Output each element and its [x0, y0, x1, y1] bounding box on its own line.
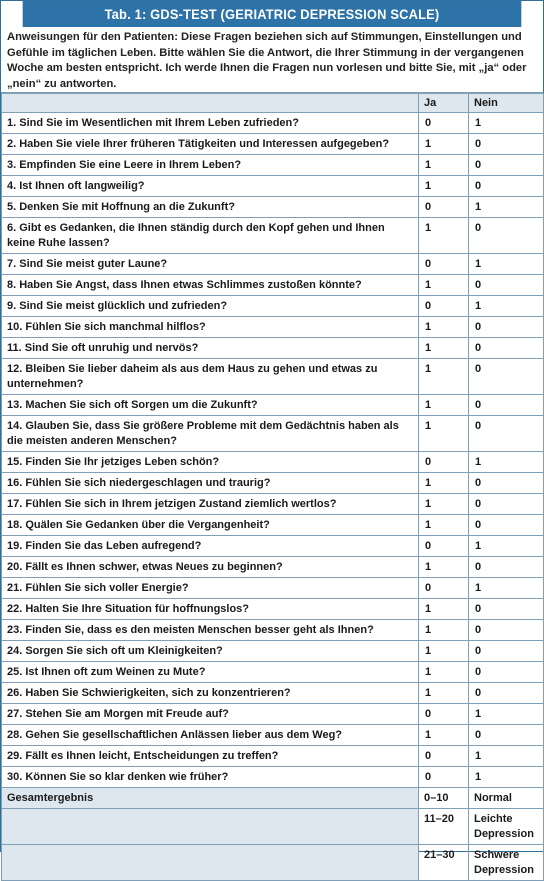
- question-text: 11. Sind Sie oft unruhig und nervös?: [2, 338, 419, 359]
- ja-score: 1: [419, 317, 469, 338]
- question-text: 1. Sind Sie im Wesentlichen mit Ihrem Leben zufrieden?: [2, 113, 419, 134]
- nein-score: 0: [469, 599, 544, 620]
- question-text: 18. Quälen Sie Gedanken über die Vergangenheit?: [2, 515, 419, 536]
- question-text: 10. Fühlen Sie sich manchmal hilflos?: [2, 317, 419, 338]
- question-text: 30. Können Sie so klar denken wie früher?: [2, 767, 419, 788]
- result-spacer-cell: [2, 809, 419, 845]
- ja-score: 1: [419, 683, 469, 704]
- nein-score: 1: [469, 254, 544, 275]
- question-row: [2, 338, 544, 359]
- score-range: 0–10: [419, 788, 469, 809]
- ja-score: 1: [419, 359, 469, 395]
- question-row: [2, 704, 544, 725]
- question-row: [2, 725, 544, 746]
- nein-score: 0: [469, 416, 544, 452]
- nein-score: 1: [469, 767, 544, 788]
- question-text: 28. Gehen Sie gesellschaftlichen Anlässen lieber aus dem Weg?: [2, 725, 419, 746]
- ja-score: 1: [419, 725, 469, 746]
- question-row: [2, 218, 544, 254]
- ja-score: 1: [419, 515, 469, 536]
- nein-score: 0: [469, 473, 544, 494]
- question-rows: [2, 113, 544, 788]
- question-row: [2, 515, 544, 536]
- question-text: 19. Finden Sie das Leben aufregend?: [2, 536, 419, 557]
- ja-score: 1: [419, 176, 469, 197]
- ja-score: 1: [419, 620, 469, 641]
- result-row: [2, 809, 544, 845]
- question-row: [2, 641, 544, 662]
- nein-score: 0: [469, 641, 544, 662]
- nein-score: 0: [469, 218, 544, 254]
- question-row: [2, 296, 544, 317]
- table-header-row: [2, 94, 544, 113]
- score-range: 21–30: [419, 845, 469, 881]
- question-row: [2, 395, 544, 416]
- column-header-nein: Nein: [469, 94, 544, 113]
- question-row: [2, 578, 544, 599]
- question-row: [2, 113, 544, 134]
- nein-score: 0: [469, 620, 544, 641]
- nein-score: 0: [469, 338, 544, 359]
- score-evaluation: Normal: [469, 788, 544, 809]
- nein-score: 0: [469, 395, 544, 416]
- question-row: [2, 662, 544, 683]
- ja-score: 0: [419, 578, 469, 599]
- question-text: 4. Ist Ihnen oft langweilig?: [2, 176, 419, 197]
- question-text: 17. Fühlen Sie sich in Ihrem jetzigen Zustand ziemlich wertlos?: [2, 494, 419, 515]
- score-evaluation: Schwere Depression: [469, 845, 544, 881]
- question-row: [2, 746, 544, 767]
- nein-score: 0: [469, 515, 544, 536]
- score-evaluation: Leichte Depression: [469, 809, 544, 845]
- ja-score: 1: [419, 155, 469, 176]
- question-row: [2, 317, 544, 338]
- question-text: 5. Denken Sie mit Hoffnung an die Zukunft?: [2, 197, 419, 218]
- total-score-label: Gesamtergebnis: [2, 788, 419, 809]
- question-row: [2, 254, 544, 275]
- question-text: 2. Haben Sie viele Ihrer früheren Tätigkeiten und Interessen aufgegeben?: [2, 134, 419, 155]
- column-header-ja: Ja: [419, 94, 469, 113]
- question-row: [2, 767, 544, 788]
- ja-score: 0: [419, 452, 469, 473]
- question-text: 20. Fällt es Ihnen schwer, etwas Neues zu beginnen?: [2, 557, 419, 578]
- nein-score: 1: [469, 296, 544, 317]
- nein-score: 0: [469, 134, 544, 155]
- question-row: [2, 452, 544, 473]
- question-text: 22. Halten Sie Ihre Situation für hoffnungslos?: [2, 599, 419, 620]
- question-row: [2, 155, 544, 176]
- question-text: 29. Fällt es Ihnen leicht, Entscheidungen zu treffen?: [2, 746, 419, 767]
- ja-score: 1: [419, 134, 469, 155]
- nein-score: 0: [469, 725, 544, 746]
- nein-score: 1: [469, 452, 544, 473]
- nein-score: 0: [469, 683, 544, 704]
- question-text: 14. Glauben Sie, dass Sie größere Probleme mit dem Gedächtnis haben als die meisten anderen Menschen?: [2, 416, 419, 452]
- ja-score: 0: [419, 197, 469, 218]
- question-text: 25. Ist Ihnen oft zum Weinen zu Mute?: [2, 662, 419, 683]
- table-title: Tab. 1: GDS-TEST (GERIATRIC DEPRESSION SCALE): [23, 1, 522, 27]
- question-text: 27. Stehen Sie am Morgen mit Freude auf?: [2, 704, 419, 725]
- question-text: 24. Sorgen Sie sich oft um Kleinigkeiten?: [2, 641, 419, 662]
- column-header-question: [2, 94, 419, 113]
- ja-score: 0: [419, 254, 469, 275]
- question-row: [2, 134, 544, 155]
- question-row: [2, 599, 544, 620]
- gds-question-table: [1, 93, 544, 881]
- question-row: [2, 557, 544, 578]
- nein-score: 1: [469, 536, 544, 557]
- ja-score: 1: [419, 557, 469, 578]
- question-text: 7. Sind Sie meist guter Laune?: [2, 254, 419, 275]
- question-text: 26. Haben Sie Schwierigkeiten, sich zu konzentrieren?: [2, 683, 419, 704]
- question-text: 8. Haben Sie Angst, dass Ihnen etwas Schlimmes zustoßen könnte?: [2, 275, 419, 296]
- ja-score: 1: [419, 338, 469, 359]
- ja-score: 1: [419, 641, 469, 662]
- nein-score: 1: [469, 197, 544, 218]
- nein-score: 1: [469, 113, 544, 134]
- question-row: [2, 359, 544, 395]
- nein-score: 0: [469, 275, 544, 296]
- patient-instructions: Anweisungen für den Patienten: Diese Fragen beziehen sich auf Stimmungen, Einstellungen und Gefühle im täglichen Leben. Bitte wählen Sie die Antwort, die Ihrer Stimmung in der vergangenen Woche am besten entspricht. Ich werde Ihnen die Fragen nun vorlesen und bitte Sie, mit „ja“ oder „nein“ zu antworten.: [1, 27, 543, 93]
- nein-score: 1: [469, 704, 544, 725]
- result-spacer-cell: [2, 845, 419, 881]
- ja-score: 1: [419, 416, 469, 452]
- ja-score: 0: [419, 113, 469, 134]
- result-row: [2, 788, 544, 809]
- ja-score: 0: [419, 296, 469, 317]
- question-row: [2, 494, 544, 515]
- ja-score: 1: [419, 473, 469, 494]
- ja-score: 0: [419, 704, 469, 725]
- nein-score: 1: [469, 746, 544, 767]
- result-rows: [2, 788, 544, 881]
- nein-score: 0: [469, 176, 544, 197]
- nein-score: 0: [469, 494, 544, 515]
- ja-score: 1: [419, 599, 469, 620]
- question-row: [2, 536, 544, 557]
- question-row: [2, 683, 544, 704]
- nein-score: 0: [469, 155, 544, 176]
- question-text: 15. Finden Sie Ihr jetziges Leben schön?: [2, 452, 419, 473]
- nein-score: 0: [469, 557, 544, 578]
- ja-score: 1: [419, 494, 469, 515]
- nein-score: 0: [469, 359, 544, 395]
- ja-score: 1: [419, 395, 469, 416]
- question-text: 9. Sind Sie meist glücklich und zufrieden?: [2, 296, 419, 317]
- question-text: 13. Machen Sie sich oft Sorgen um die Zukunft?: [2, 395, 419, 416]
- score-range: 11–20: [419, 809, 469, 845]
- ja-score: 0: [419, 536, 469, 557]
- question-row: [2, 473, 544, 494]
- result-row: [2, 845, 544, 881]
- question-row: [2, 416, 544, 452]
- nein-score: 0: [469, 317, 544, 338]
- question-row: [2, 275, 544, 296]
- question-text: 23. Finden Sie, dass es den meisten Menschen besser geht als Ihnen?: [2, 620, 419, 641]
- ja-score: 1: [419, 662, 469, 683]
- ja-score: 1: [419, 218, 469, 254]
- nein-score: 0: [469, 662, 544, 683]
- question-row: [2, 620, 544, 641]
- question-text: 3. Empfinden Sie eine Leere in Ihrem Leben?: [2, 155, 419, 176]
- ja-score: 1: [419, 275, 469, 296]
- question-text: 12. Bleiben Sie lieber daheim als aus dem Haus zu gehen und etwas zu unternehmen?: [2, 359, 419, 395]
- question-text: 21. Fühlen Sie sich voller Energie?: [2, 578, 419, 599]
- ja-score: 0: [419, 767, 469, 788]
- nein-score: 1: [469, 578, 544, 599]
- question-row: [2, 197, 544, 218]
- question-row: [2, 176, 544, 197]
- question-text: 16. Fühlen Sie sich niedergeschlagen und traurig?: [2, 473, 419, 494]
- ja-score: 0: [419, 746, 469, 767]
- question-text: 6. Gibt es Gedanken, die Ihnen ständig durch den Kopf gehen und Ihnen keine Ruhe lassen?: [2, 218, 419, 254]
